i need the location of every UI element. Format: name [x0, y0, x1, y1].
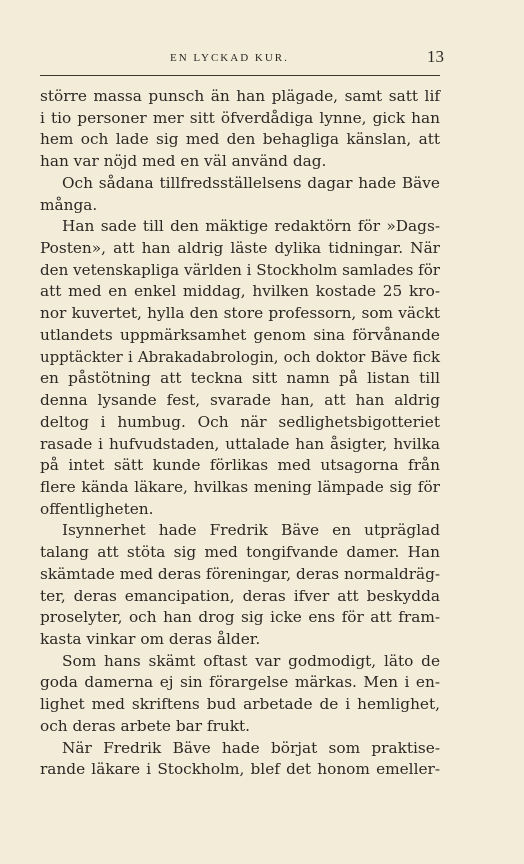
text-line: den vetenskapliga världen i Stockholm samlades för [40, 260, 441, 279]
text-line: skämtade med deras föreningar, deras normaldräg- [40, 564, 441, 583]
text-line: han var nöjd med en väl använd dag. [40, 152, 327, 171]
text-line: kasta vinkar om deras ålder. [40, 629, 261, 648]
text-line: i tio personer mer sitt öfverdådiga lynne, gick han [40, 108, 440, 127]
text-line: goda damerna ej sin förargelse märkas. Men i en- [40, 673, 440, 692]
text-line: rasade i hufvudstaden, uttalade han åsigter, hvilka [40, 434, 440, 453]
text-line: upptäckter i Abrakadabrologin, och doktor Bäve fick [40, 347, 440, 366]
text-line: utlandets uppmärksamhet genom sina förvånande [40, 325, 440, 344]
text-line: Posten», att han aldrig läste dylika tidningar. När [40, 239, 440, 258]
text-line: lighet med skriftens bud arbetade de i hemlighet, [40, 695, 440, 714]
text-line: hem och lade sig med den behagliga känslan, att [40, 130, 440, 149]
running-title: EN LYCKAD KUR. [170, 52, 289, 64]
body-text [40, 86, 440, 781]
text-line: Han sade till den mäktige redaktörn för »Dags- [62, 217, 440, 236]
text-line: Och sådana tillfredsställelsens dagar hade Bäve [62, 173, 440, 192]
text-line: offentligheten. [40, 499, 154, 518]
running-head [40, 47, 444, 69]
text-line: Som hans skämt oftast var godmodigt, läto de [62, 651, 440, 670]
text-line: nor kuvertet, hylla den store professorn, som väckt [40, 304, 440, 323]
text-line: och deras arbete bar frukt. [40, 716, 251, 735]
header-rule [40, 75, 440, 76]
text-line: många. [40, 195, 98, 214]
text-line: denna lysande fest, svarade han, att han aldrig [40, 391, 440, 410]
text-line: på intet sätt kunde förlikas med utsagorna från [40, 456, 440, 475]
text-line: en påstötning att teckna sitt namn på listan till [40, 369, 440, 388]
text-line: flere kända läkare, hvilkas mening lämpade sig för [40, 477, 440, 496]
text-line: talang att stöta sig med tongifvande damer. Han [40, 543, 440, 562]
text-line: ter, deras emancipation, deras ifver att beskydda [40, 586, 440, 605]
text-line: att med en enkel middag, hvilken kostade 25 kro- [40, 282, 440, 301]
text-line: Isynnerhet hade Fredrik Bäve en utpräglad [62, 521, 440, 540]
text-line: När Fredrik Bäve hade börjat som praktise- [62, 738, 440, 757]
page-number: 13 [427, 47, 444, 66]
text-line: större massa punsch än han plägade, samt satt lif [40, 87, 440, 105]
text-line: rande läkare i Stockholm, blef det honom emeller- [40, 760, 440, 779]
text-line: deltog i humbug. Och när sedlighetsbigotteriet [40, 412, 440, 431]
text-line: proselyter, och han drog sig icke ens för att fram- [40, 608, 440, 627]
